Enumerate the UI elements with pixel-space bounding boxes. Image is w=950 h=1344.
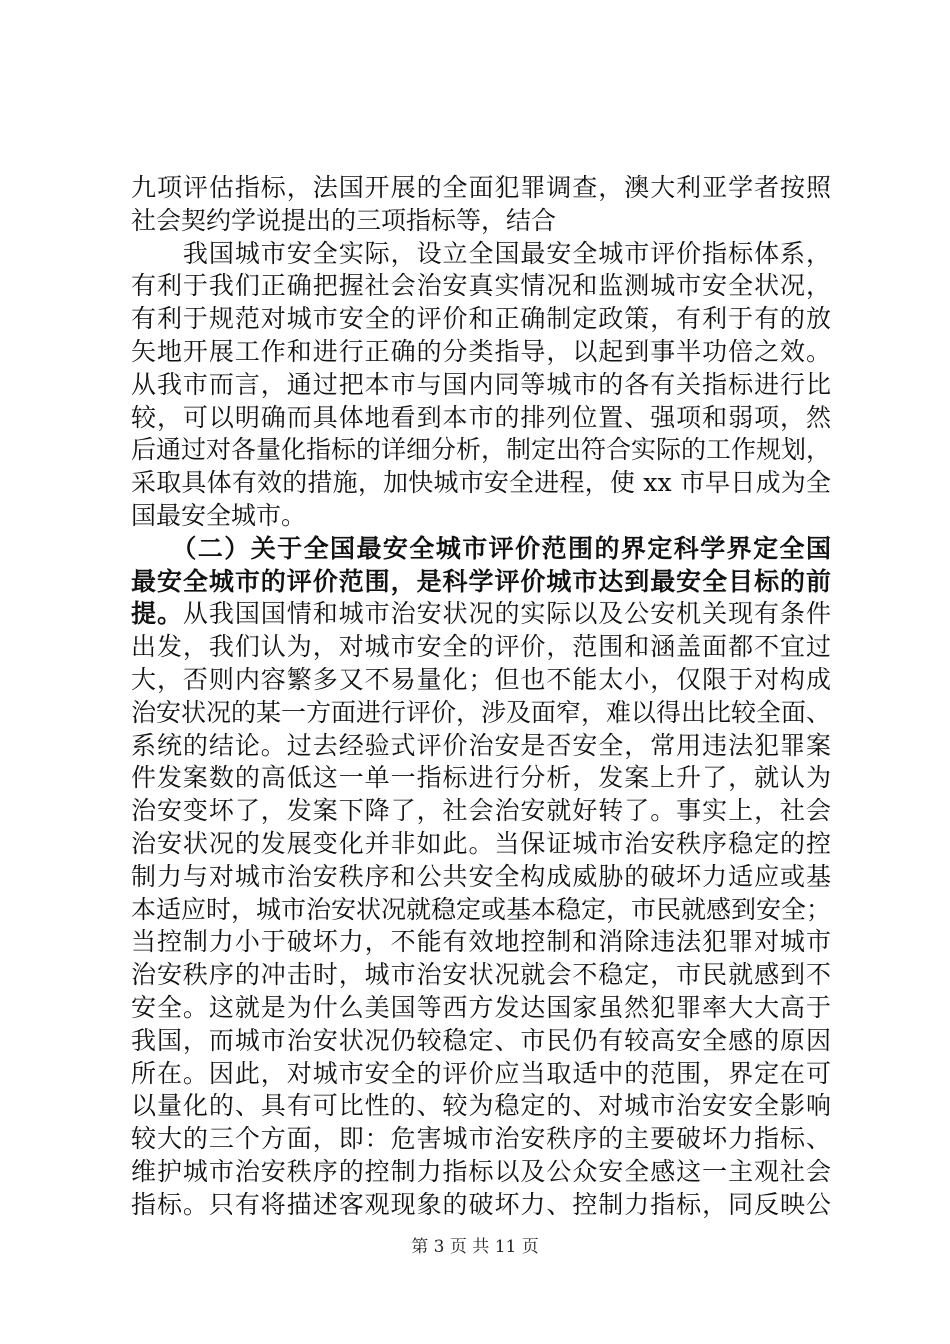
text-line: 社会契约学说提出的三项指标等，结合 — [131, 205, 557, 235]
text-line: 九项评估指标，法国开展的全面犯罪调查，澳大利亚学者按照 — [131, 173, 832, 202]
text-line: 较，可以明确而具体地看到本市的排列位置、强项和弱项，然 — [131, 402, 832, 432]
text-line: 当控制力小于破坏力，不能有效地控制和消除违法犯罪对城市 — [131, 927, 832, 957]
text-line: 件发案数的高低这一单一指标进行分析，发案上升了，就认为 — [131, 763, 832, 793]
text-line: 治安状况的发展变化并非如此。当保证城市治安秩序稳定的控 — [131, 828, 832, 858]
text-line: 安全。这就是为什么美国等西方发达国家虽然犯罪率大大高于 — [131, 992, 832, 1022]
text-line: 矢地开展工作和进行正确的分类指导，以起到事半功倍之效。 — [131, 336, 832, 366]
text-line: 维护城市治安秩序的控制力指标以及公众安全感这一主观社会 — [131, 1156, 832, 1186]
text-line — [131, 598, 831, 631]
text-line: 以量化的、具有可比性的、较为稳定的、对城市治安安全影响 — [131, 1091, 832, 1121]
text-line: 从我市而言，通过把本市与国内同等城市的各有关指标进行比 — [131, 369, 832, 399]
text-line: 治安秩序的冲击时，城市治安状况就会不稳定，市民就感到不 — [131, 960, 832, 990]
text-line: 我国，而城市治安状况仍较稳定、市民仍有较高安全感的原因 — [131, 1025, 832, 1055]
text-line: 有利于规范对城市安全的评价和正确制定政策，有利于有的放 — [131, 304, 832, 334]
text-line: 我国城市安全实际，设立全国最安全城市评价指标体系， — [131, 238, 832, 268]
text-line: （二）关于全国最安全城市评价范围的界定科学界定全国 — [131, 533, 833, 563]
plain-run: 从我国国情和城市治安状况的实际以及公安机关现有条件 — [182, 599, 832, 629]
text-line: 所在。因此，对城市安全的评价应当取适中的范围，界定在可 — [131, 1058, 832, 1088]
text-line: 采取具体有效的措施，加快城市安全进程，使 xx 市早日成为全 — [131, 468, 832, 498]
page-footer: 第 3 页 共 11 页 — [411, 1237, 539, 1257]
text-line: 后通过对各量化指标的详细分析，制定出符合实际的工作规划， — [131, 435, 831, 465]
document-body — [131, 172, 831, 1222]
bold-run: 提。 — [131, 599, 183, 629]
text-line: 国最安全城市。 — [131, 500, 307, 530]
text-line: 指标。只有将描述客观现象的破坏力、控制力指标，同反映公 — [131, 1189, 832, 1219]
text-line: 制力与对城市治安秩序和公共安全构成威胁的破坏力适应或基 — [131, 861, 832, 891]
text-line: 有利于我们正确把握社会治安真实情况和监测城市安全状况， — [131, 271, 832, 301]
text-line: 系统的结论。过去经验式评价治安是否安全，常用违法犯罪案 — [131, 730, 832, 760]
text-line: 治安变坏了，发案下降了，社会治安就好转了。事实上，社会 — [131, 796, 832, 826]
text-line: 出发，我们认为，对城市安全的评价，范围和涵盖面都不宜过 — [131, 632, 832, 662]
text-line: 治安状况的某一方面进行评价，涉及面窄，难以得出比较全面、 — [131, 697, 831, 727]
text-line: 最安全城市的评价范围，是科学评价城市达到最安全目标的前 — [131, 566, 832, 596]
text-line: 大，否则内容繁多又不易量化；但也不能太小，仅限于对构成 — [131, 664, 832, 694]
text-line: 较大的三个方面，即：危害城市治安秩序的主要破坏力指标、 — [131, 1124, 832, 1154]
text-line: 本适应时，城市治安状况就稳定或基本稳定，市民就感到安全； — [131, 894, 831, 924]
